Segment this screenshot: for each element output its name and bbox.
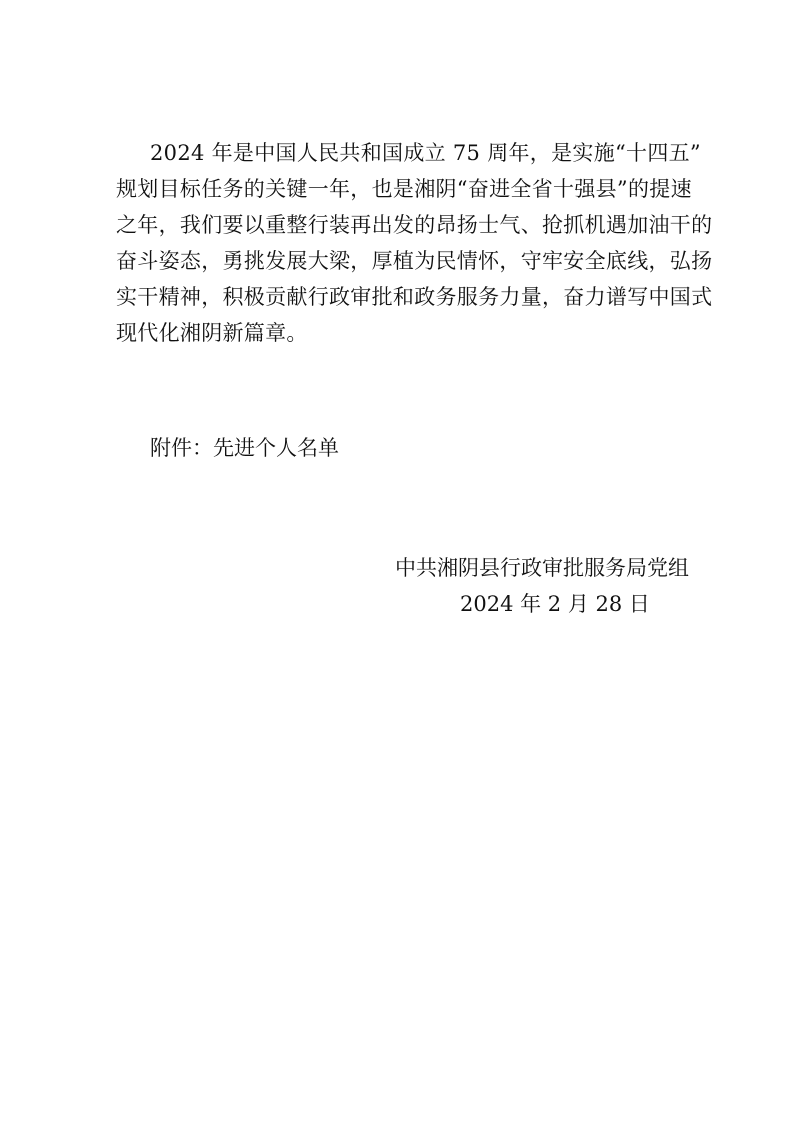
paragraph-line: 实干精神，积极贡献行政审批和政务服务力量，奋力谱写中国式 [116, 285, 713, 309]
issuing-organization: 中共湘阴县行政审批服务局党组 [395, 556, 689, 580]
attachment-note: 附件：先进个人名单 [150, 436, 339, 460]
paragraph-line: 2024 年是中国人民共和国成立 75 周年，是实施“十四五” [150, 141, 701, 165]
paragraph-line: 之年，我们要以重整行装再出发的昂扬士气、抢抓机遇加油干的 [116, 213, 713, 237]
issue-date: 2024 年 2 月 28 日 [460, 592, 650, 616]
paragraph-line: 规划目标任务的关键一年，也是湘阴“奋进全省十强县”的提速 [116, 177, 692, 201]
paragraph-line: 奋斗姿态，勇挑发展大梁，厚植为民情怀，守牢安全底线，弘扬 [116, 249, 713, 273]
paragraph-line: 现代化湘阴新篇章。 [116, 321, 308, 345]
signature-block [390, 550, 690, 622]
body-paragraph [116, 135, 713, 351]
